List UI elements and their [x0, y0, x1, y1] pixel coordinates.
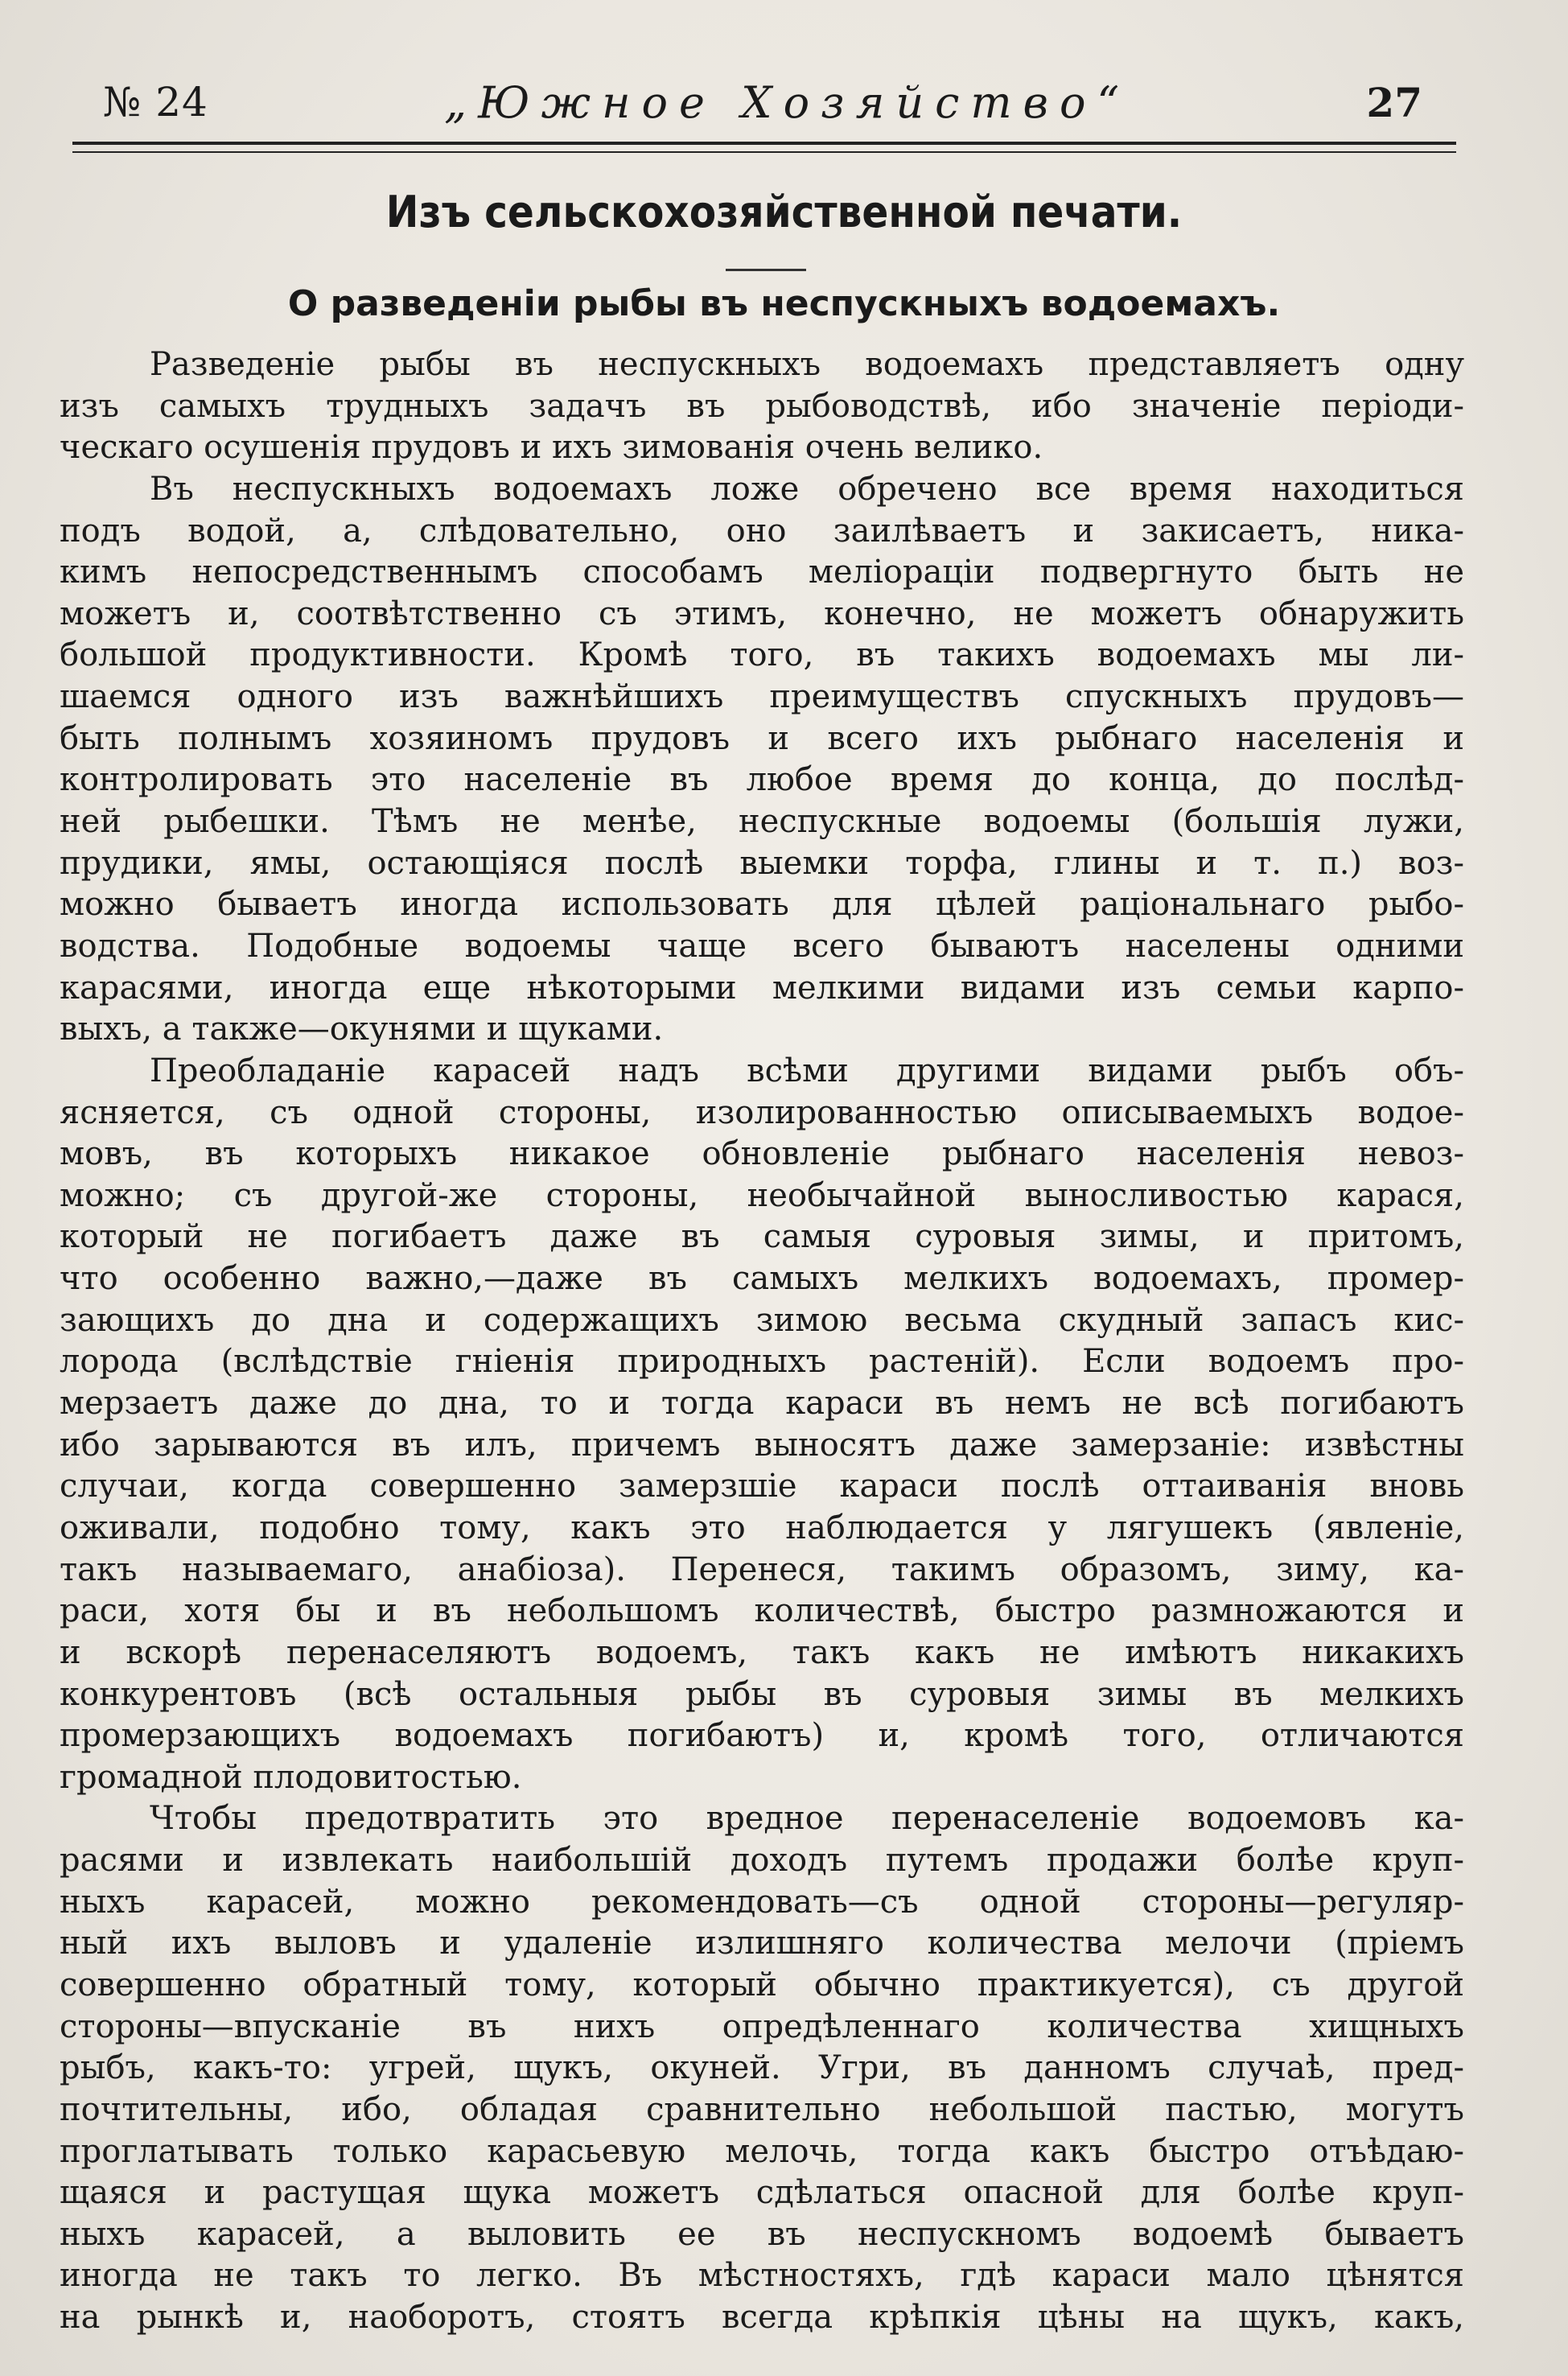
- text-line: расями и извлекать наибольшій доходъ путемъ продажи болѣе круп-: [60, 1842, 1464, 1880]
- text-line: подъ водой, а, слѣдовательно, оно заилѣваетъ и закисаетъ, ника-: [60, 512, 1464, 550]
- text-line: зающихъ до дна и содержащихъ зимою весьма скудный запасъ кис-: [60, 1301, 1464, 1339]
- text-line: можно; съ другой-же стороны, необычайной выносливостью карася,: [60, 1176, 1464, 1214]
- text-line: изъ самыхъ трудныхъ задачъ въ рыбоводствѣ, ибо значеніе періоди-: [60, 387, 1464, 425]
- text-line: ческаго осушенія прудовъ и ихъ зимованія очень велико.: [60, 429, 1043, 467]
- text-line: ибо зарываются въ илъ, причемъ выносятъ даже замерзаніе: извѣстны: [60, 1426, 1464, 1464]
- text-line: громадной плодовитостью.: [60, 1758, 522, 1796]
- text-line: Въ неспускныхъ водоемахъ ложе обречено все время находиться: [150, 470, 1464, 508]
- text-line: контролировать это населеніе въ любое время до конца, до послѣд-: [60, 761, 1464, 799]
- text-line: случаи, когда совершенно замерзшіе караси послѣ оттаиванія вновь: [60, 1468, 1464, 1505]
- text-line: раси, хотя бы и въ небольшомъ количествѣ, быстро размножаются и: [60, 1592, 1464, 1630]
- text-line: выхъ, а также—окунями и щуками.: [60, 1011, 664, 1048]
- text-line: который не погибаетъ даже въ самыя суровыя зимы, и притомъ,: [60, 1218, 1464, 1256]
- journal-title: „Южное Хозяйство“: [444, 76, 1131, 128]
- text-line: и вскорѣ перенаселяютъ водоемъ, такъ какъ не имѣютъ никакихъ: [60, 1633, 1464, 1671]
- article-title: О разведеніи рыбы въ неспускныхъ водоемахъ.: [287, 283, 1281, 324]
- text-line: что особенно важно,—даже въ самыхъ мелкихъ водоемахъ, промер-: [60, 1260, 1464, 1298]
- text-line: ныхъ карасей, а выловить ее въ неспускномъ водоемѣ бываетъ: [60, 2215, 1464, 2253]
- page-number: 27: [1366, 78, 1422, 126]
- text-line: мовъ, въ которыхъ никакое обновленіе рыбнаго населенія невоз-: [60, 1135, 1464, 1173]
- text-line: совершенно обратный тому, который обычно практикуется), съ другой: [60, 1966, 1464, 2003]
- text-line: большой продуктивности. Кромѣ того, въ такихъ водоемахъ мы ли-: [60, 636, 1464, 674]
- text-line: ней рыбешки. Тѣмъ не менѣе, неспускные водоемы (большія лужи,: [60, 803, 1464, 841]
- text-line: быть полнымъ хозяиномъ прудовъ и всего ихъ рыбнаго населенія и: [60, 719, 1464, 757]
- text-line: кимъ непосредственнымъ способамъ меліораціи подвергнуто быть не: [60, 554, 1464, 591]
- text-line: прудики, ямы, остающіяся послѣ выемки торфа, глины и т. п.) воз-: [60, 844, 1464, 882]
- text-line: лорода (вслѣдствіе гніенія природныхъ растеній). Если водоемъ про-: [60, 1343, 1464, 1381]
- text-line: можетъ и, соотвѣтственно съ этимъ, конечно, не можетъ обнаружить: [60, 595, 1464, 632]
- text-line: карасями, иногда еще нѣкоторыми мелкими видами изъ семьи карпо-: [60, 969, 1464, 1007]
- running-header: [103, 74, 1422, 130]
- text-line: мерзаетъ даже до дна, то и тогда караси въ немъ не всѣ погибаютъ: [60, 1385, 1464, 1423]
- text-line: проглатывать только карасьевую мелочь, тогда какъ быстро отъѣдаю-: [60, 2132, 1464, 2170]
- header-rule-thin: [72, 151, 1456, 153]
- title-divider: [726, 269, 806, 271]
- section-title: Изъ сельскохозяйственной печати.: [385, 187, 1183, 237]
- text-line: стороны—впусканіе въ нихъ опредѣленнаго количества хищныхъ: [60, 2007, 1464, 2045]
- text-line: ясняется, съ одной стороны, изолированностью описываемыхъ водое-: [60, 1093, 1464, 1131]
- text-line: оживали, подобно тому, какъ это наблюдается у лягушекъ (явленіе,: [60, 1509, 1464, 1546]
- text-line: рыбъ, какъ-то: угрей, щукъ, окуней. Угри, въ данномъ случаѣ, пред-: [60, 2049, 1464, 2087]
- text-line: щаяся и растущая щука можетъ сдѣлаться опасной для болѣе круп-: [60, 2174, 1464, 2212]
- text-line: промерзающихъ водоемахъ погибаютъ) и, кромѣ того, отличаются: [60, 1717, 1464, 1755]
- text-line: Чтобы предотвратить это вредное перенаселеніе водоемовъ ка-: [150, 1800, 1464, 1838]
- text-line: такъ называемаго, анабіоза). Перенеся, такимъ образомъ, зиму, ка-: [60, 1550, 1464, 1588]
- text-line: ныхъ карасей, можно рекомендовать—съ одной стороны—регуляр-: [60, 1883, 1464, 1921]
- text-line: водства. Подобные водоемы чаще всего бываютъ населены одними: [60, 927, 1464, 965]
- text-line: ный ихъ выловъ и удаленіе излишняго количества мелочи (пріемъ: [60, 1925, 1464, 1962]
- text-line: Разведеніе рыбы въ неспускныхъ водоемахъ представляетъ одну: [150, 346, 1464, 383]
- text-line: шаемся одного изъ важнѣйшихъ преимуществъ спускныхъ прудовъ—: [60, 678, 1464, 716]
- article-body: [60, 344, 1464, 2339]
- text-line: иногда не такъ то легко. Въ мѣстностяхъ, гдѣ караси мало цѣнятся: [60, 2257, 1464, 2295]
- text-line: почтительны, ибо, обладая сравнительно небольшой пастью, могутъ: [60, 2090, 1464, 2128]
- text-line: можно бываетъ иногда использовать для цѣлей раціональнаго рыбо-: [60, 886, 1464, 924]
- text-line: на рынкѣ и, наоборотъ, стоятъ всегда крѣпкія цѣны на щукъ, какъ,: [60, 2299, 1464, 2337]
- issue-number: № 24: [103, 79, 208, 126]
- header-rule-thick: [72, 142, 1456, 145]
- text-line: конкурентовъ (всѣ остальныя рыбы въ суровыя зимы въ мелкихъ: [60, 1675, 1464, 1713]
- text-line: Преобладаніе карасей надъ всѣми другими видами рыбъ объ-: [150, 1052, 1464, 1089]
